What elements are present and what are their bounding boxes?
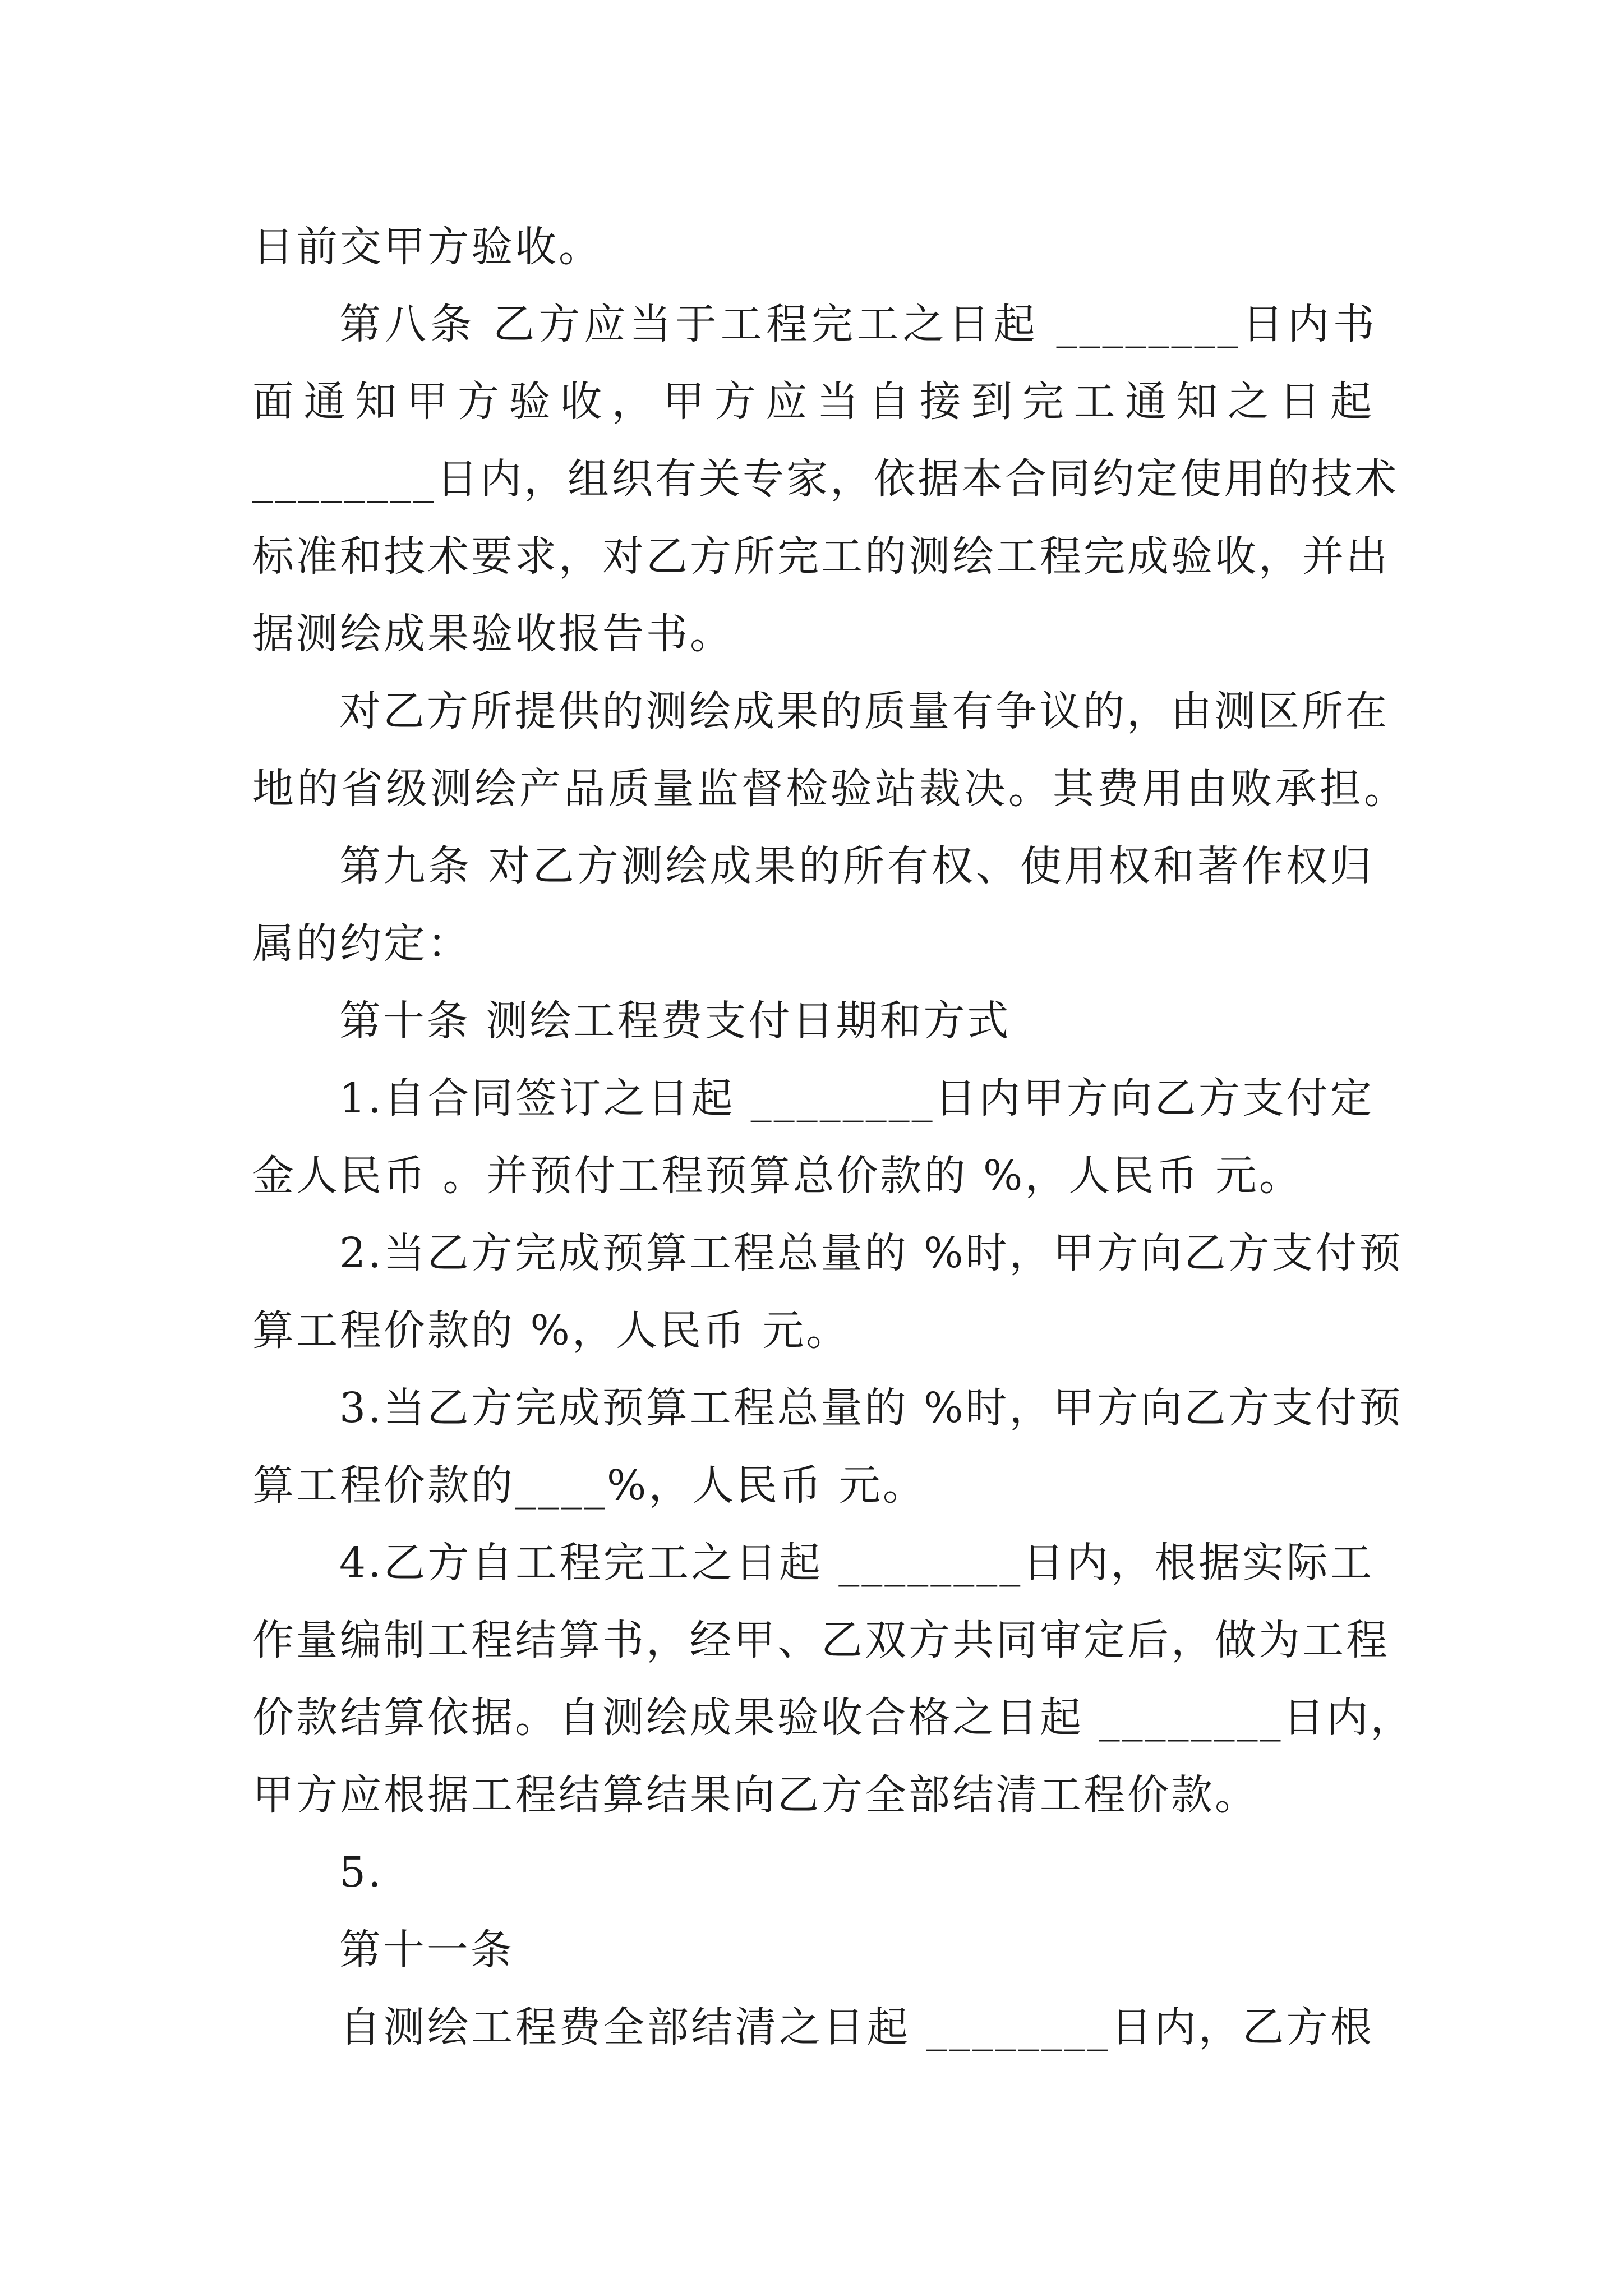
article-11-heading: 第十一条 xyxy=(339,1926,514,1974)
payment-item-3-line-2: 算工程价款的____%，人民币 元。 xyxy=(252,1461,926,1510)
payment-item-4-line-2: 作量编制工程结算书，经甲、乙双方共同审定后，做为工程 xyxy=(252,1616,1390,1664)
article-8-line-3: ________日内，组织有关专家，依据本合同约定使用的技术 xyxy=(252,455,1399,503)
article-8-line-5: 据测绘成果验收报告书。 xyxy=(252,610,734,658)
payment-item-5: 5. xyxy=(339,1848,384,1897)
article-9-line-1: 第九条 对乙方测绘成果的所有权、使用权和著作权归 xyxy=(339,842,1374,890)
dispute-line-1: 对乙方所提供的测绘成果的质量有争议的，由测区所在 xyxy=(339,687,1389,735)
payment-item-4-line-1: 4.乙方自工程完工之日起 ________日内，根据实际工 xyxy=(339,1539,1374,1587)
text-line-1: 日前交甲方验收。 xyxy=(252,223,602,271)
payment-item-2-line-1: 2.当乙方完成预算工程总量的 %时，甲方向乙方支付预 xyxy=(339,1229,1403,1277)
dispute-line-2: 地的省级测绘产品质量监督检验站裁决。其费用由败承担。 xyxy=(252,765,1408,813)
payment-item-4-line-4: 甲方应根据工程结算结果向乙方全部结清工程价款。 xyxy=(252,1771,1258,1819)
payment-item-4-line-3: 价款结算依据。自测绘成果验收合格之日起 ________日内， xyxy=(252,1694,1414,1742)
article-11-line-1: 自测绘工程费全部结清之日起 ________日内，乙方根 xyxy=(339,2003,1374,2051)
article-8-line-4: 标准和技术要求，对乙方所完工的测绘工程完成验收，并出 xyxy=(252,532,1390,581)
payment-item-2-line-2: 算工程价款的 %，人民币 元。 xyxy=(252,1306,850,1355)
payment-item-1-line-1: 1.自合同签订之日起 ________日内甲方向乙方支付定 xyxy=(339,1074,1374,1122)
payment-item-3-line-1: 3.当乙方完成预算工程总量的 %时，甲方向乙方支付预 xyxy=(339,1384,1403,1432)
article-9-line-2: 属的约定： xyxy=(252,919,471,968)
article-10-heading: 第十条 测绘工程费支付日期和方式 xyxy=(339,997,1011,1045)
article-8-line-2: 面通知甲方验收，甲方应当自接到完工通知之日起 xyxy=(252,378,1374,426)
article-8-line-1: 第八条 乙方应当于工程完工之日起 ________日内书 xyxy=(339,300,1377,348)
payment-item-1-line-2: 金人民币 。并预付工程预算总价款的 %，人民币 元。 xyxy=(252,1152,1303,1200)
